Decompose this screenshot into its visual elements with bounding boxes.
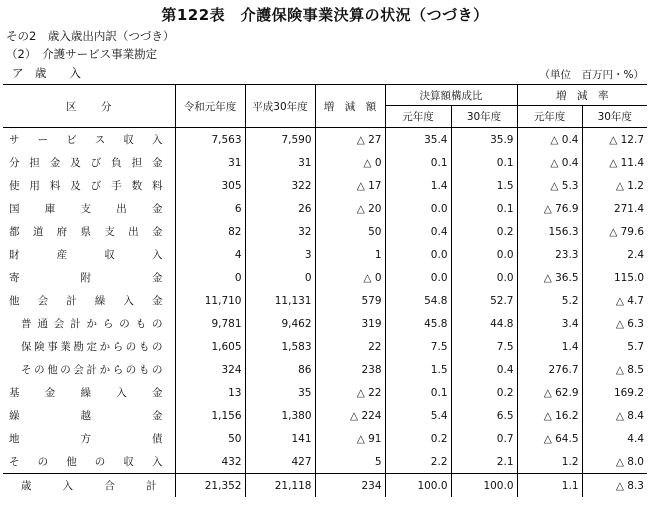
table-row [3,427,647,450]
cell-r-2: △ 1.2 [582,174,647,197]
cell-r1: 4 [175,243,245,266]
row-label: 繰越金 [9,410,163,422]
table-row [3,220,647,243]
cell-r-1: 5.2 [517,289,582,312]
header-change: 増 減 額 [315,85,385,128]
cell-r-2: △ 12.7 [582,128,647,152]
cell-h30: 11,131 [245,289,315,312]
cell-r-1: 1.2 [517,450,582,474]
cell-r-1: △ 62.9 [517,381,582,404]
cell-r1: 432 [175,450,245,474]
cell-c2: 52.7 [451,289,517,312]
header-kubun: 区 分 [3,85,175,128]
cell-r-2: 115.0 [582,266,647,289]
cell-chg: △ 27 [315,128,385,152]
row-label: その他の収入 [9,456,163,468]
row-label: 都道府県支出金 [9,226,163,238]
cell-c2: 0.2 [451,220,517,243]
row-label: サービス収入 [3,128,175,152]
cell-h30: 427 [245,450,315,474]
revenue-table [3,84,647,497]
cell-c2: 6.5 [451,404,517,427]
cell-r-1: △ 16.2 [517,404,582,427]
row-label: 国庫支出金 [9,203,163,215]
cell-r-2: △ 8.5 [582,358,647,381]
cell-c1: 5.4 [385,404,451,427]
cell-c2: 44.8 [451,312,517,335]
cell-chg: △ 22 [315,381,385,404]
cell-r-2: △ 79.6 [582,220,647,243]
cell-chg: △ 91 [315,427,385,450]
row-label: 財産収入 [9,249,163,261]
part-heading: ア 歳 入 [12,66,81,80]
table-row [3,243,647,266]
cell-r1: 31 [175,151,245,174]
cell-chg: 5 [315,450,385,474]
cell-c2: 7.5 [451,335,517,358]
cell-chg: △ 0 [315,151,385,174]
cell-r-2: △ 8.3 [582,474,647,498]
cell-r-2: 2.4 [582,243,647,266]
cell-r1: 50 [175,427,245,450]
cell-r-2: △ 6.3 [582,312,647,335]
cell-r-1: 3.4 [517,312,582,335]
cell-c1: 2.2 [385,450,451,474]
cell-h30: 1,583 [245,335,315,358]
row-label: その他の会計からのもの [21,364,163,376]
cell-h30: 1,380 [245,404,315,427]
cell-r1: 324 [175,358,245,381]
row-label: 歳入合計 [3,474,175,498]
cell-r-1: △ 64.5 [517,427,582,450]
cell-r1: 11,710 [175,289,245,312]
cell-c1: 45.8 [385,312,451,335]
header-comp-h30: 30年度 [451,106,517,128]
cell-chg: △ 17 [315,174,385,197]
cell-c1: 0.2 [385,427,451,450]
cell-r1: 9,781 [175,312,245,335]
cell-h30: 141 [245,427,315,450]
cell-chg: 579 [315,289,385,312]
cell-c2: 0.4 [451,358,517,381]
cell-h30: 0 [245,266,315,289]
row-label: 寄附金 [9,272,163,284]
cell-c1: 0.1 [385,381,451,404]
row-label: 地方債 [9,433,163,445]
table-row [3,151,647,174]
cell-c2: 0.7 [451,427,517,450]
unit-note: （単位 百万円・%） [539,69,644,81]
table-row [3,450,647,474]
cell-h30: 32 [245,220,315,243]
cell-r1: 305 [175,174,245,197]
cell-r-1: 1.1 [517,474,582,498]
table-row [3,404,647,427]
cell-c1: 0.0 [385,197,451,220]
cell-chg: 234 [315,474,385,498]
table-row [3,381,647,404]
cell-r-2: 5.7 [582,335,647,358]
cell-h30: 3 [245,243,315,266]
page-title: 第122表 介護保険事業決算の状況（つづき） [161,6,489,24]
cell-c2: 1.5 [451,174,517,197]
cell-c2: 35.9 [451,128,517,152]
cell-r1: 1,156 [175,404,245,427]
row-label: 基金繰入金 [9,387,163,399]
cell-c1: 0.4 [385,220,451,243]
cell-h30: 7,590 [245,128,315,152]
row-label: 保険事業勘定からのもの [21,341,163,353]
cell-c2: 100.0 [451,474,517,498]
header-rate-h30: 30年度 [582,106,647,128]
cell-c1: 1.4 [385,174,451,197]
cell-r1: 0 [175,266,245,289]
cell-c2: 0.1 [451,151,517,174]
table-row [3,197,647,220]
section-heading: その2 歳入歳出内訳（つづき） [6,29,175,43]
cell-r1: 7,563 [175,128,245,152]
table-row [3,289,647,312]
table-row [3,174,647,197]
cell-h30: 9,462 [245,312,315,335]
row-label: 分担金及び負担金 [9,157,163,169]
cell-c1: 0.0 [385,266,451,289]
subsection-heading: （2） 介護サービス事業勘定 [6,47,158,61]
header-h30: 平成30年度 [245,85,315,128]
cell-r1: 21,352 [175,474,245,498]
cell-h30: 26 [245,197,315,220]
cell-chg: 50 [315,220,385,243]
cell-r-1: 276.7 [517,358,582,381]
table-row [3,266,647,289]
cell-h30: 86 [245,358,315,381]
cell-r-2: 4.4 [582,427,647,450]
cell-r-1: 23.3 [517,243,582,266]
cell-chg: 22 [315,335,385,358]
cell-r-1: 1.4 [517,335,582,358]
cell-chg: 238 [315,358,385,381]
table-row [3,358,647,381]
cell-c1: 35.4 [385,128,451,152]
header-r1: 令和元年度 [175,85,245,128]
row-label: 普通会計からのもの [21,318,163,330]
cell-h30: 21,118 [245,474,315,498]
cell-chg: △ 20 [315,197,385,220]
cell-h30: 322 [245,174,315,197]
cell-c1: 1.5 [385,358,451,381]
header-comp-r1: 元年度 [385,106,451,128]
cell-r1: 6 [175,197,245,220]
cell-r-2: 169.2 [582,381,647,404]
header-rate: 増 減 率 [517,85,647,106]
cell-c1: 54.8 [385,289,451,312]
cell-r-1: △ 76.9 [517,197,582,220]
cell-c2: 0.2 [451,381,517,404]
row-label: 他会計繰入金 [9,295,163,307]
cell-r-1: △ 36.5 [517,266,582,289]
cell-r1: 1,605 [175,335,245,358]
header-rate-r1: 元年度 [517,106,582,128]
cell-c2: 0.1 [451,197,517,220]
cell-c1: 0.1 [385,151,451,174]
cell-r-1: △ 5.3 [517,174,582,197]
cell-c1: 100.0 [385,474,451,498]
cell-c2: 2.1 [451,450,517,474]
table-row [3,128,647,152]
table-row [3,335,647,358]
cell-r-2: △ 4.7 [582,289,647,312]
cell-c1: 0.0 [385,243,451,266]
cell-r-2: △ 11.4 [582,151,647,174]
cell-c1: 7.5 [385,335,451,358]
cell-h30: 35 [245,381,315,404]
cell-chg: △ 0 [315,266,385,289]
cell-chg: 319 [315,312,385,335]
cell-c2: 0.0 [451,266,517,289]
cell-chg: △ 224 [315,404,385,427]
cell-c2: 0.0 [451,243,517,266]
cell-r-2: 271.4 [582,197,647,220]
cell-chg: 1 [315,243,385,266]
cell-h30: 31 [245,151,315,174]
cell-r-1: △ 0.4 [517,151,582,174]
header-composition: 決算額構成比 [385,85,517,106]
total-row [3,474,647,498]
cell-r-2: △ 8.4 [582,404,647,427]
cell-r1: 13 [175,381,245,404]
cell-r-2: △ 8.0 [582,450,647,474]
cell-r-1: △ 0.4 [517,128,582,152]
row-label: 使用料及び手数料 [9,180,163,192]
table-row [3,312,647,335]
cell-r1: 82 [175,220,245,243]
cell-r-1: 156.3 [517,220,582,243]
